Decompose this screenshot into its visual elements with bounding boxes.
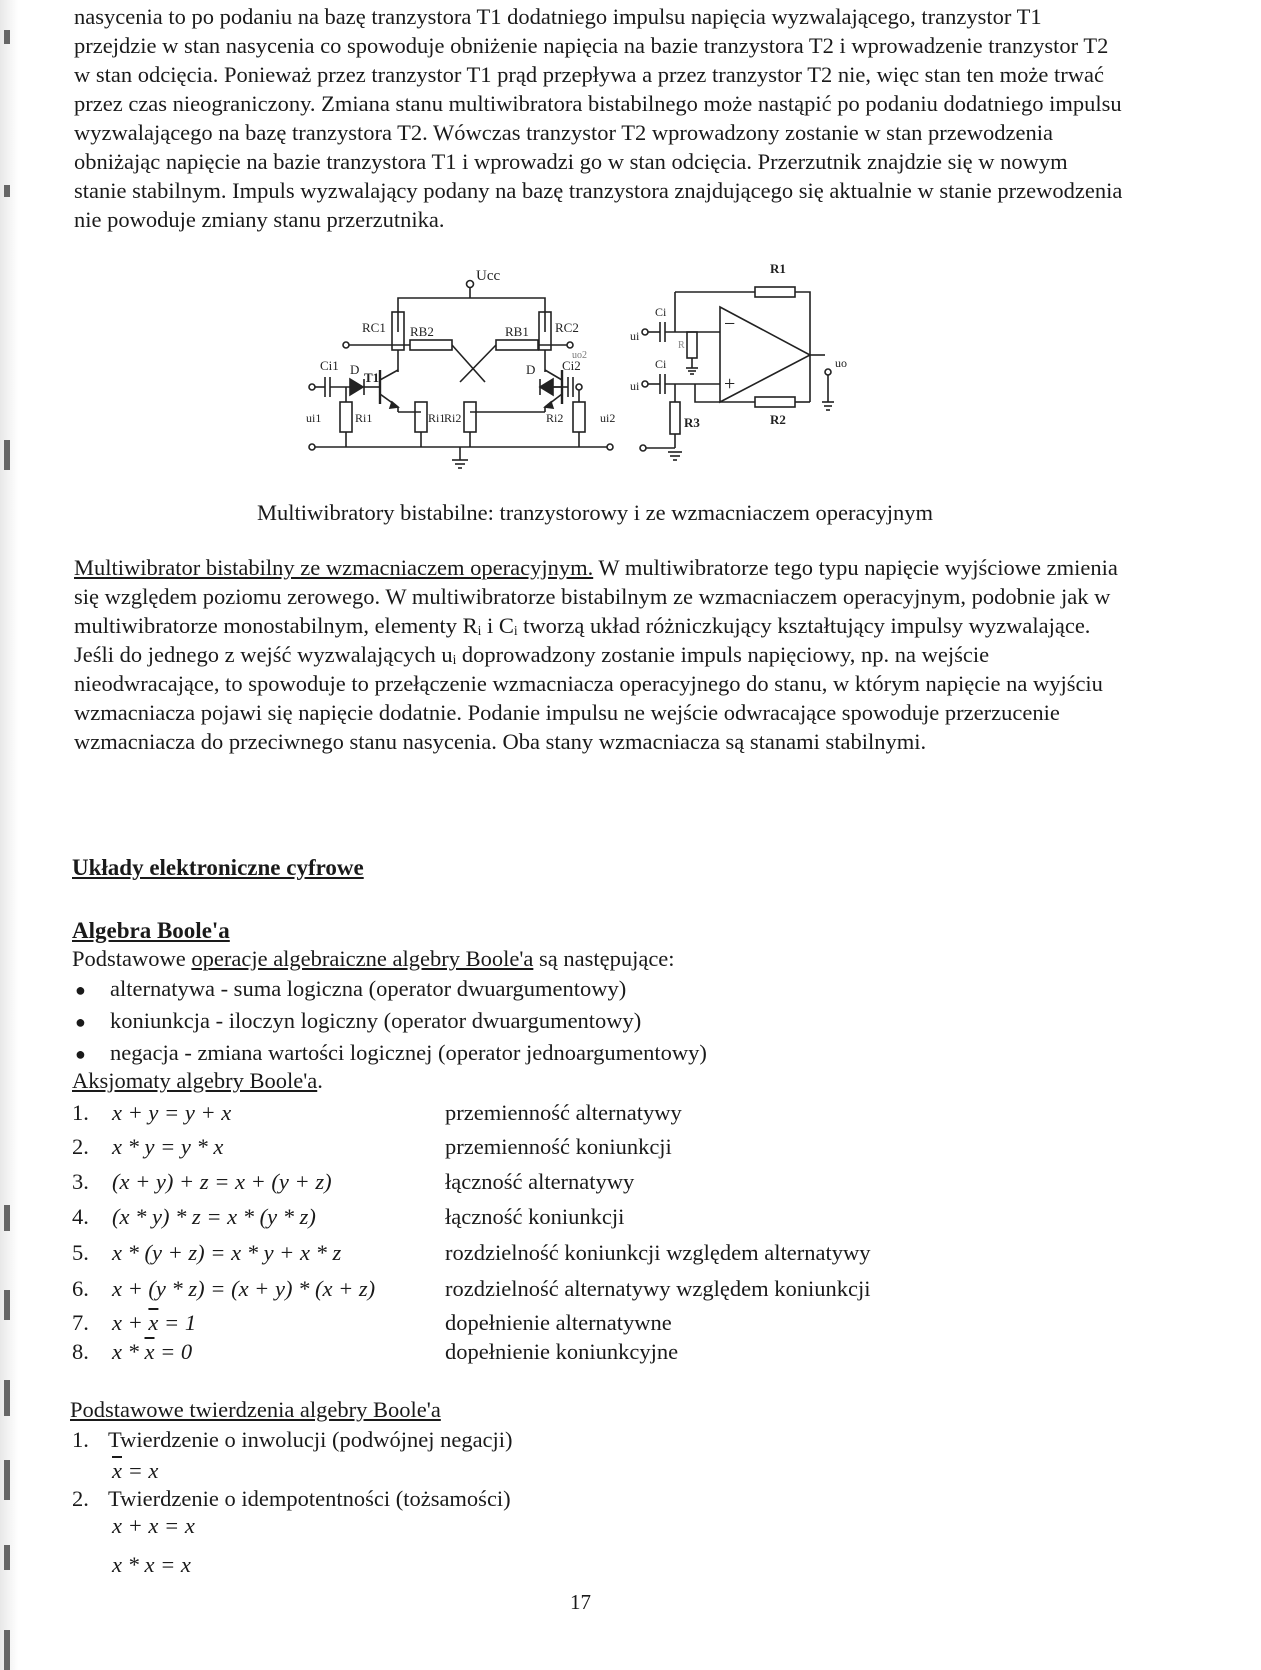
figure-caption: Multiwibratory bistabilne: tranzystorowy i ze wzmacniaczem operacyjnym [256, 500, 934, 525]
label-ci1: Ci1 [320, 358, 339, 373]
axiom-number: 4. [72, 1204, 89, 1229]
label-ri1-middle: Ri1 [428, 411, 446, 425]
intro-paragraph: nasycenia to po podaniu na bazę tranzystora T1 dodatniego impulsu napięcia wyzwalającego, tranzystor T1 przejdzie w stan nasycenia co spowoduje obniżenie napięcia na bazie tranzystora T2 i wprowadzenie tranzystor T2 w stan odcięcia. Ponieważ przez tranzystor T1 prąd przepływa a przez tranzystor T2 nie, więc stan ten może trwać przez czas nieograniczony. Zmiana stanu multiwibratora bistabilnego może nastąpić po podaniu dodatniego impulsu wyzwalającego na bazę tranzystora T2. Wówczas tranzystor T2 wprowadzony zostanie w stan przewodzenia obniżając napięcie na bazie tranzystora T1 i wprowadzi go w stan odcięcia. Przerzutnik znajdzie się w nowym stanie stabilnym. Impuls wyzwalający podany na bazę tranzystora znajdującego się aktualnie w stanie przewodzenia nie powoduje zmiany stanu przerzutnika. [74, 4, 1123, 232]
label-r3: R3 [684, 415, 700, 430]
bullet-icon: ● [75, 980, 86, 1000]
operation-item: alternatywa - suma logiczna (operator dwuargumentowy) [110, 976, 627, 1001]
boole-intro [72, 946, 675, 972]
axiom-formula: x * y = y * x [112, 1134, 224, 1159]
formula-part: x + [112, 1310, 149, 1335]
axioms-heading [72, 1068, 323, 1094]
scan-mark [4, 1290, 10, 1320]
axiom-formula: x + (y * z) = (x + y) * (x + z) [112, 1276, 376, 1301]
circuit-figure [300, 262, 860, 500]
formula-negated-var: $\overline{x}$ [148, 1310, 159, 1335]
theorem-number: 1. [72, 1427, 89, 1452]
axiom-description: łączność koniunkcji [445, 1204, 625, 1229]
axioms-heading-link[interactable]: Aksjomaty algebry Boole'a [72, 1068, 318, 1093]
axiom-number: 5. [72, 1240, 89, 1265]
axiom-number: 7. [72, 1310, 89, 1335]
opamp-paragraph [74, 553, 1124, 756]
axiom-description: łączność alternatywy [445, 1169, 635, 1194]
svg-text:+: + [724, 373, 736, 395]
theorem-title: Twierdzenie o idempotentności (tożsamości) [108, 1486, 511, 1511]
axiom-number: 8. [72, 1339, 89, 1364]
label-uo: uo [835, 356, 847, 370]
theorem-formula: x * x = x [112, 1552, 191, 1577]
theorem-formula: x + x = x [112, 1513, 195, 1538]
label-ucc: Ucc [476, 268, 501, 284]
formula-part: = 1 [158, 1310, 197, 1335]
scan-mark [4, 1205, 10, 1231]
scan-mark [4, 30, 10, 44]
boole-intro-link[interactable]: operacje algebraiczne algebry Boole'a [191, 946, 534, 971]
label-rc2: RC2 [555, 320, 579, 335]
label-rb1: RB1 [505, 324, 529, 339]
axiom-formula: x + y = y + x [112, 1100, 232, 1125]
label-ui2: ui2 [600, 411, 616, 425]
axiom-description: rozdzielność alternatywy względem koniunkcji [445, 1276, 871, 1301]
label-d1: D [350, 362, 360, 377]
axiom-description: rozdzielność koniunkcji względem alternatywy [445, 1240, 871, 1265]
axiom-description: dopełnienie alternatywne [445, 1310, 672, 1335]
label-r1: R1 [770, 262, 786, 276]
label-ri2-middle: Ri2 [444, 411, 462, 425]
page-number: 17 [570, 1590, 591, 1614]
axiom-description: przemienność alternatywy [445, 1100, 682, 1125]
label-ui-bottom: ui [630, 379, 640, 393]
opamp-paragraph-title: Multiwibrator bistabilny ze wzmacniaczem operacyjnym. [74, 555, 594, 580]
axiom-description: przemienność koniunkcji [445, 1134, 672, 1159]
theorem-title: Twierdzenie o inwolucji (podwójnej negacji) [108, 1427, 513, 1452]
label-ci-bottom: Ci [655, 357, 667, 371]
formula-part: x * [112, 1339, 145, 1364]
axiom-formula: x * (y + z) = x * y + x * z [112, 1240, 342, 1265]
formula-part: = x [122, 1458, 159, 1483]
axioms-heading-suffix: . [317, 1068, 323, 1093]
scan-mark [4, 1460, 10, 1500]
scan-mark [4, 1545, 10, 1570]
bullet-icon: ● [75, 1012, 86, 1032]
scan-mark [4, 1380, 10, 1416]
bullet-icon: ● [75, 1044, 86, 1064]
formula-double-negated-var: $\overline{x}$ [112, 1458, 122, 1483]
label-t1: T1 [364, 370, 380, 385]
opamp-paragraph-body: W multiwibratorze tego typu napięcie wyjściowe zmienia się względem poziomu zerowego. W multiwibratorze bistabilnym ze wzmacniaczem operacyjnym, podobnie jak w multiwibratorze monostabilnym, elementy Rᵢ i Cᵢ tworzą układ różniczkujący kształtujący impulsy wyzwalające. Jeśli do jednego z wejść wyzwalających uᵢ doprowadzony zostanie impuls napięciowy, np. na wejście nieodwracające, to spowoduje to przełączenie wzmacniacza operacyjnego do stanu, w którym napięcie na wyjściu wzmacniacza pojawi się napięcie dodatnie. Podanie impulsu ne wejście odwracające spowoduje przerzucenie wzmacniacza do przeciwnego stanu nasycenia. Oba stany wzmacniacza są stanami stabilnymi. [74, 555, 1118, 754]
formula-negated-var: $\overline{x}$ [144, 1339, 155, 1364]
theorem-number: 2. [72, 1486, 89, 1511]
axiom-formula: (x + y) + z = x + (y + z) [112, 1169, 332, 1194]
scan-mark [4, 185, 10, 197]
axiom-number: 6. [72, 1276, 89, 1301]
scan-mark [4, 440, 10, 470]
label-ci-top: Ci [655, 305, 667, 319]
svg-text:−: − [724, 313, 736, 335]
axiom-description: dopełnienie koniunkcyjne [445, 1339, 679, 1364]
axiom-formula [112, 1310, 196, 1336]
axiom-formula [112, 1339, 192, 1365]
axiom-number: 3. [72, 1169, 89, 1194]
scan-edge-shadow [0, 0, 18, 1670]
label-ui-top: ui [630, 329, 640, 343]
label-uo2: uo2 [572, 350, 587, 361]
label-rb2: RB2 [410, 324, 434, 339]
label-ui1: ui1 [306, 411, 322, 425]
theorem-formula [112, 1458, 158, 1484]
label-ci2: Ci2 [562, 358, 581, 373]
scan-mark [4, 1630, 10, 1670]
axiom-number: 2. [72, 1134, 89, 1159]
label-ri2: Ri2 [546, 411, 564, 425]
axiom-number: 1. [72, 1100, 89, 1125]
operation-item: negacja - zmiana wartości logicznej (operator jednoargumentowy) [110, 1040, 707, 1065]
label-d2: D [526, 362, 536, 377]
label-r-small: R [678, 340, 685, 351]
label-ri1: Ri1 [355, 411, 373, 425]
label-rc1: RC1 [362, 320, 386, 335]
axiom-formula: (x * y) * z = x * (y * z) [112, 1204, 316, 1229]
section-heading: Układy elektroniczne cyfrowe [72, 855, 364, 880]
formula-part: = 0 [154, 1339, 193, 1364]
label-r2: R2 [770, 412, 786, 427]
operation-item: koniunkcja - iloczyn logiczny (operator dwuargumentowy) [110, 1008, 642, 1033]
boole-intro-suffix: są następujące: [533, 946, 675, 971]
boole-intro-prefix: Podstawowe [72, 946, 192, 971]
theorems-heading[interactable]: Podstawowe twierdzenia algebry Boole'a [70, 1397, 441, 1422]
boole-heading: Algebra Boole'a [72, 918, 230, 943]
